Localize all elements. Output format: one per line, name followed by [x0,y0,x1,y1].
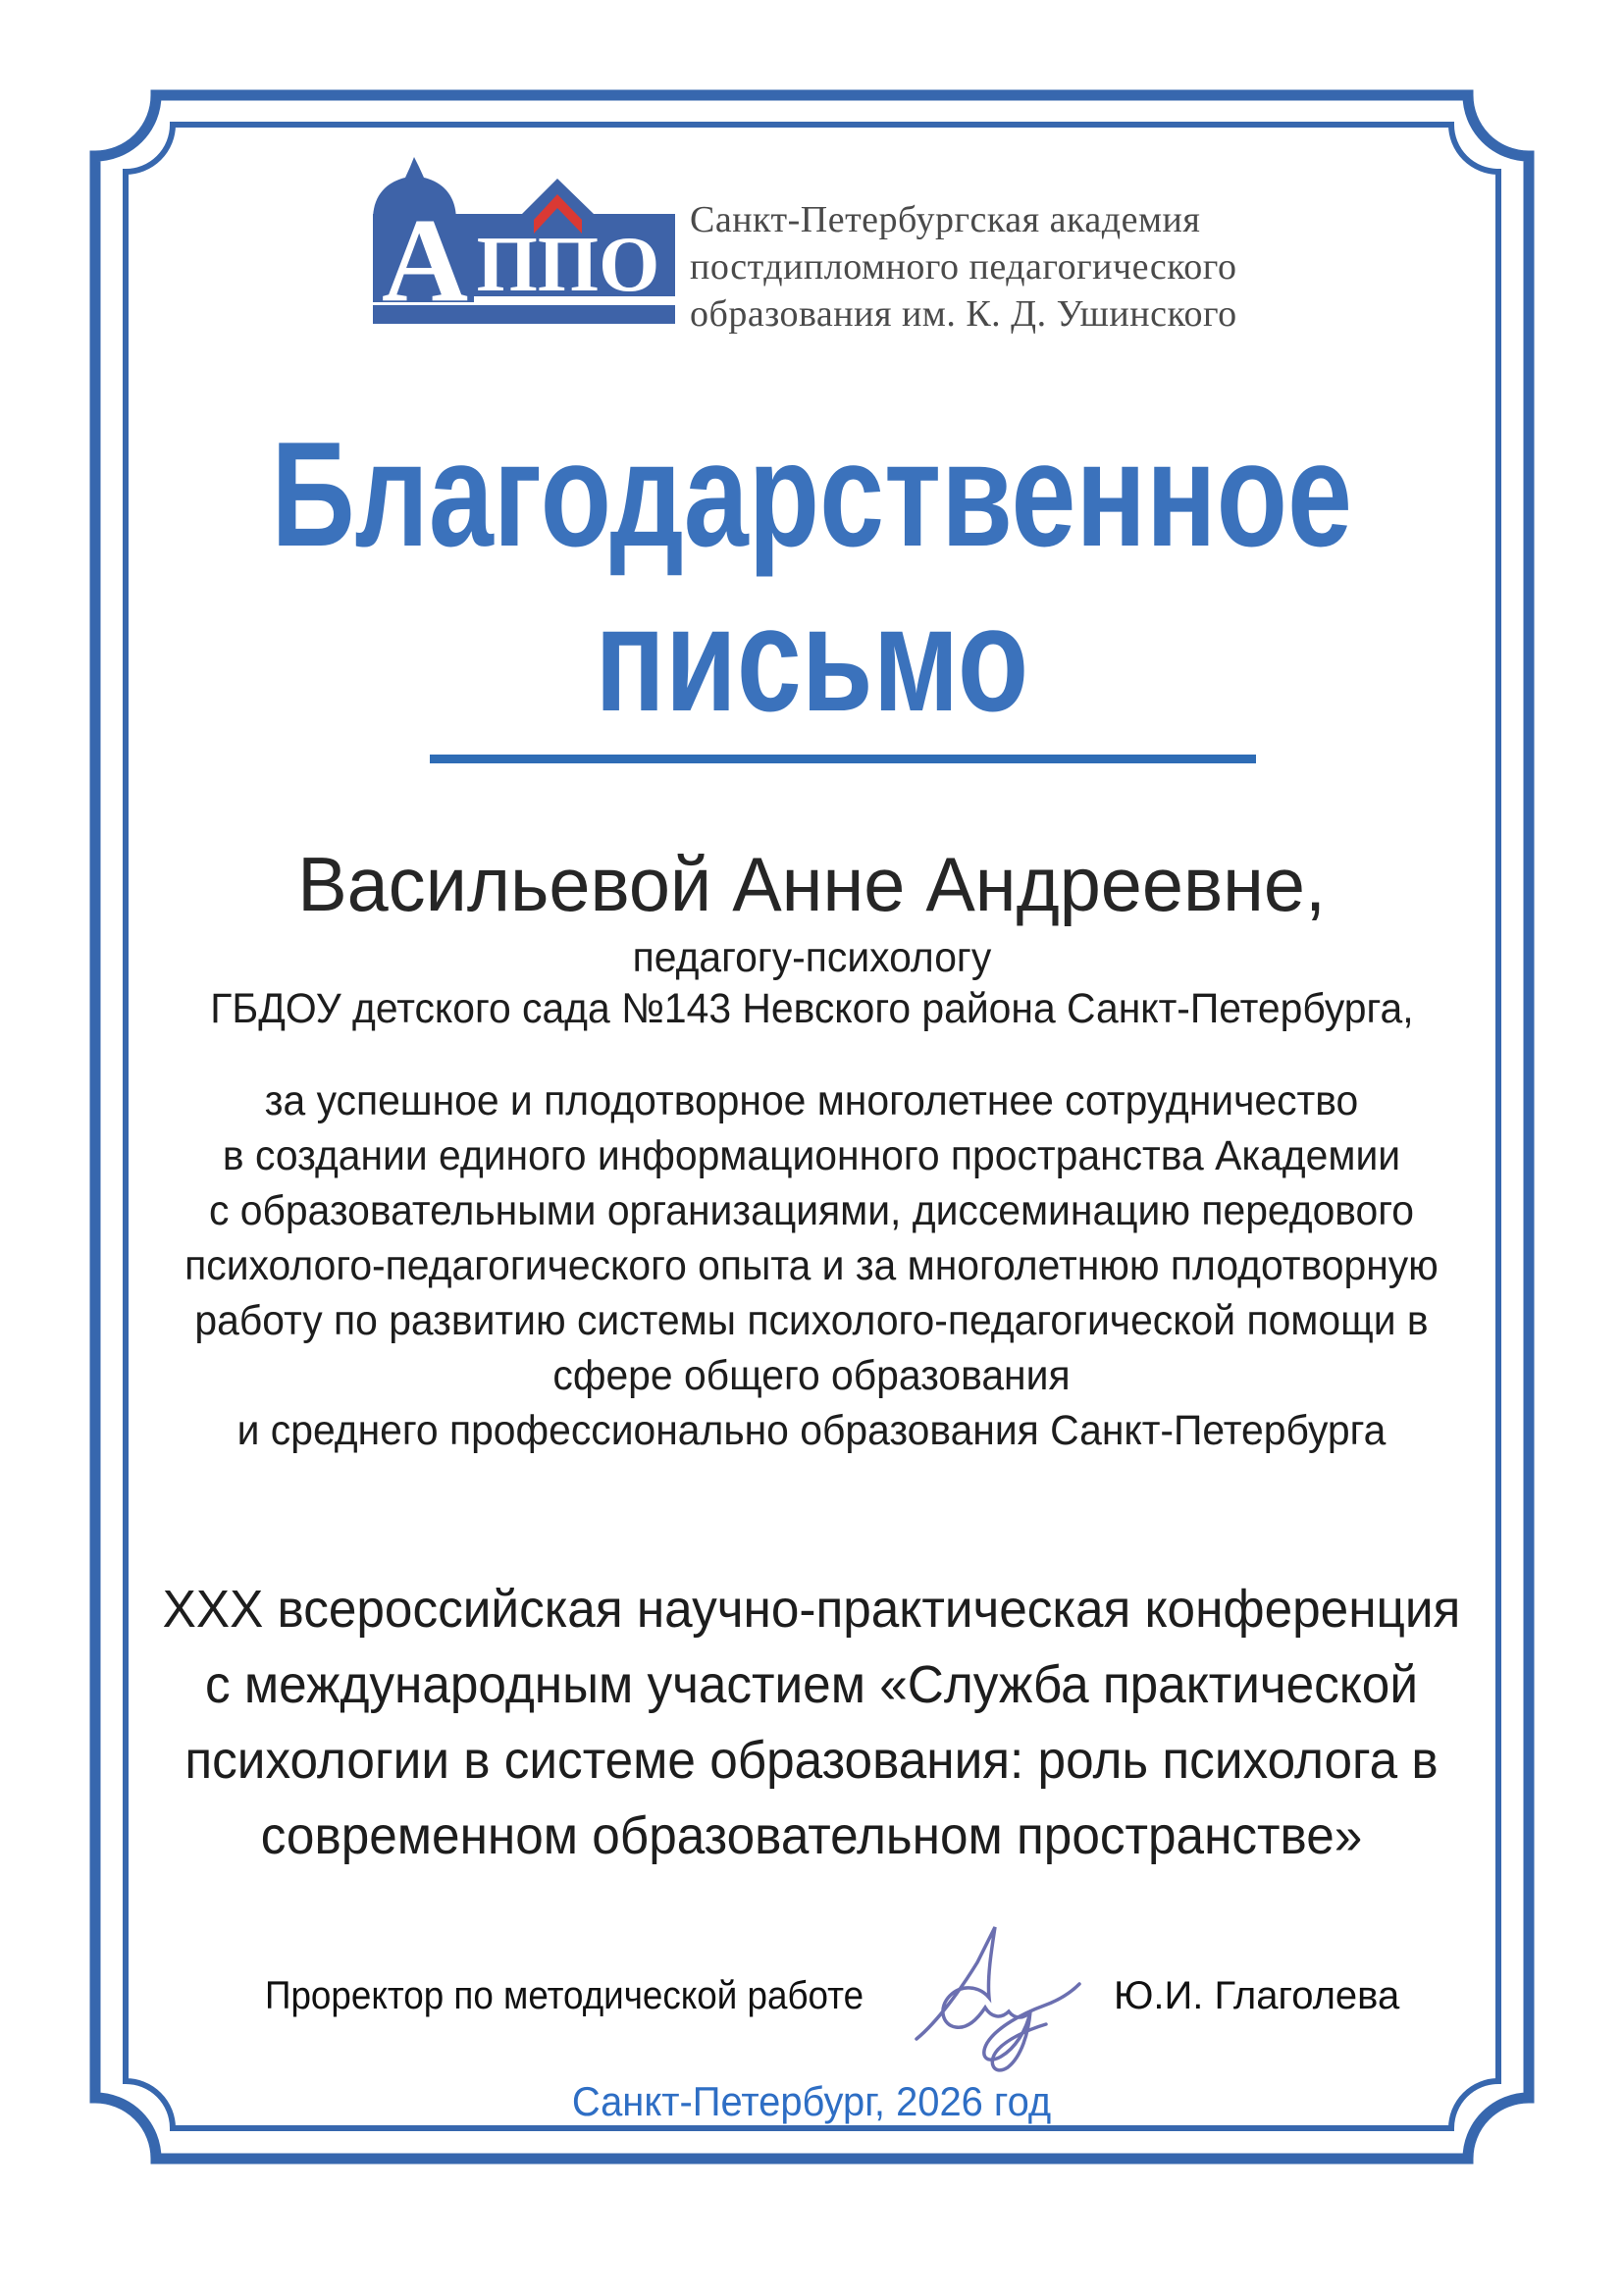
gratitude-line: сфере общего образования [552,1352,1071,1399]
organization-name-line: образования им. К. Д. Ушинского [690,293,1237,335]
appo-logo-icon [247,155,675,343]
title-divider [430,755,1256,763]
conference-line: XXX всероссийская научно-практическая конференция [162,1580,1461,1639]
gratitude-line: за успешное и плодотворное многолетнее сотрудничество [264,1077,1359,1124]
title-line-1: Благодарственное [271,411,1352,578]
certificate-title [0,412,1623,742]
title-line-2: письмо [595,576,1028,743]
logo-letter-a: А [381,194,469,327]
recipient-name: Васильевой Анне Андреевне, [297,841,1326,927]
gratitude-line: работу по развитию системы психолого-педагогической помощи в [194,1297,1429,1344]
gratitude-paragraph [0,1073,1623,1458]
signer-position: Проректор по методической работе [265,1974,864,2017]
gratitude-line: психолого-педагогического опыта и за многолетнюю плодотворную [184,1242,1439,1289]
gratitude-line: в создании единого информационного пространства Академии [222,1132,1401,1179]
organization-name-line: Санкт-Петербургская академия [690,199,1201,240]
conference-paragraph [0,1572,1623,1874]
conference-line: с международным участием «Служба практической [204,1655,1418,1714]
recipient-organization: ГБДОУ детского сада №143 Невского района Санкт-Петербурга, [209,985,1414,1032]
organization-name-line: постдипломного педагогического [690,246,1237,287]
signer-name: Ю.И. Глаголева [1114,1974,1400,2017]
gratitude-line: с образовательными организациями, диссеминацию передового [209,1187,1414,1234]
conference-line: психологии в системе образования: роль психолога в [184,1731,1439,1790]
signature-handwriting [881,1911,1112,2073]
logo-letters-ppo: ППО [476,222,660,308]
place-and-year: Санкт-Петербург, 2026 год [571,2078,1052,2124]
organization-name [690,196,1318,338]
conference-line: современном образовательном пространстве» [260,1806,1363,1865]
recipient-role: педагогу-психологу [632,934,991,981]
gratitude-line: и среднего профессионально образования Санкт-Петербурга [236,1407,1387,1454]
